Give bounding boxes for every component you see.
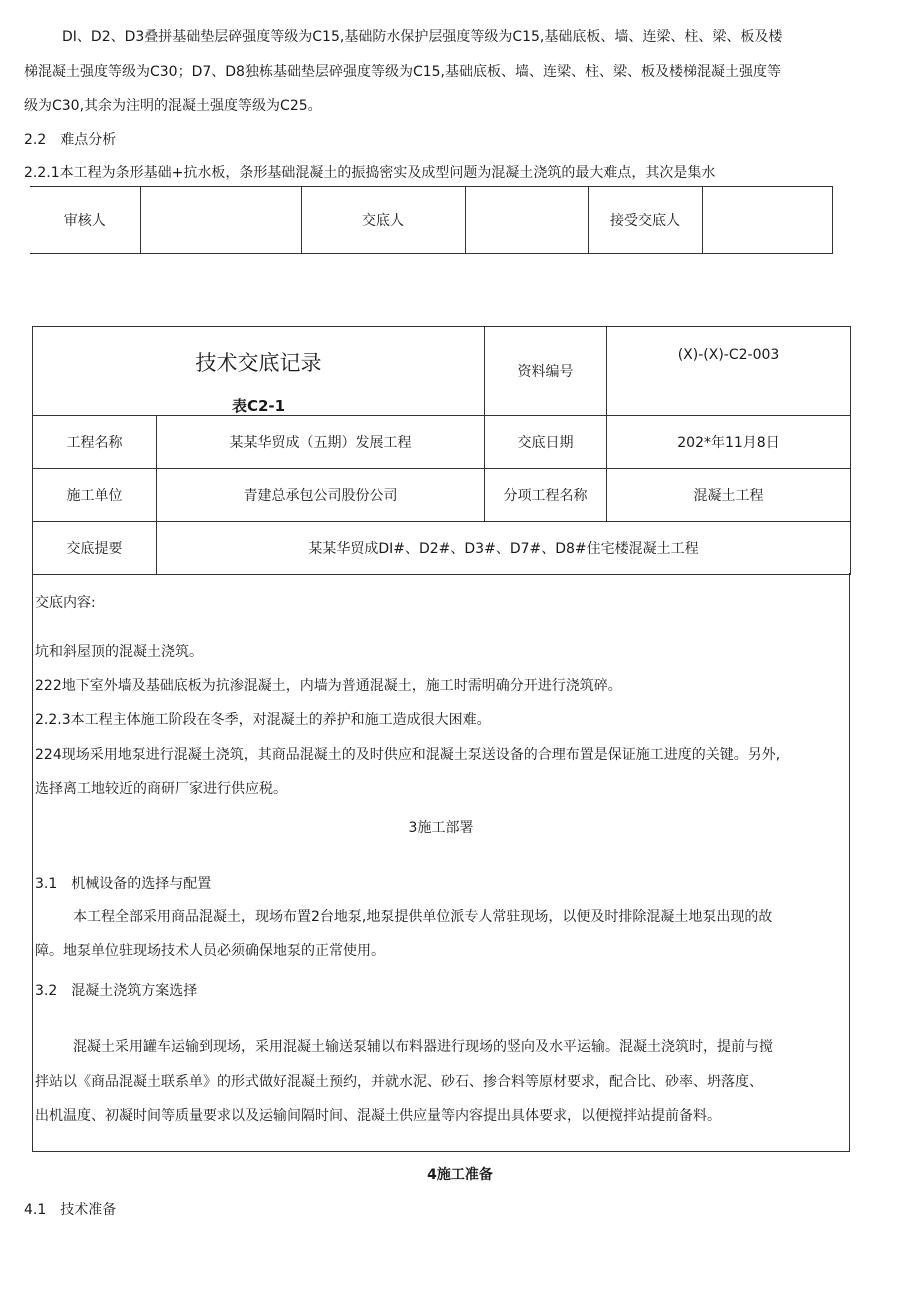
- section-3-2-line3: 出机温度、初凝时间等质量要求以及运输间隔时间、混凝土供应量等内容提出具体要求，以便搅拌站提前备料。: [35, 1108, 721, 1124]
- project-name-value: 某某华贸成（五期）发展工程: [157, 416, 485, 469]
- reviewer-field[interactable]: [140, 187, 301, 254]
- section-3-2-line1: 混凝土采用罐车运输到现场，采用混凝土输送泵辅以布料器进行现场的竖向及水平运输。混凝土浇筑时，提前与搅: [73, 1039, 773, 1055]
- section-2-2-1-text: 2.2.1本工程为条形基础+抗水板，条形基础混凝土的振捣密实及成型问题为混凝土浇筑的最大难点，其次是集水: [24, 165, 716, 181]
- paragraph-line-3: 级为C30,其余为注明的混凝土强度等级为C25。: [24, 98, 322, 114]
- receiver-label: 接受交底人: [588, 187, 702, 254]
- section-3-2-heading: 3.2 混凝土浇筑方案选择: [35, 983, 198, 999]
- discloser-label: 交底人: [301, 187, 465, 254]
- record-table: [32, 326, 851, 575]
- section-4-1-heading: 4.1 技术准备: [24, 1202, 117, 1218]
- section-3-2-line2: 拌站以《商品混凝土联系单》的形式做好混凝土预约，并就水泥、砂石、掺合料等原材要求，配合比、砂率、坍落度、: [35, 1074, 763, 1090]
- date-label: 交底日期: [485, 416, 607, 469]
- paragraph-line-2: 梯混凝土强度等级为C30；D7、D8独栋基础垫层碎强度等级为C15,基础底板、墙、连梁、柱、梁、板及楼梯混凝土强度等: [24, 64, 782, 80]
- doc-no-value: (X)-(X)-C2-003: [607, 327, 851, 416]
- content-label: 交底内容:: [35, 595, 96, 611]
- record-title: 技术交底记录: [195, 351, 322, 375]
- content-p1: 坑和斜屋顶的混凝土浇筑。: [35, 644, 203, 660]
- section-3-1-heading: 3.1 机械设备的选择与配置: [35, 876, 212, 892]
- content-p4-line2: 选择离工地较近的商研厂家进行供应税。: [35, 781, 287, 797]
- section-2-2-heading: 2.2 难点分析: [24, 132, 117, 148]
- project-name-label: 工程名称: [33, 416, 157, 469]
- contractor-label: 施工单位: [33, 469, 157, 522]
- content-p3: 2.2.3本工程主体施工阶段在冬季，对混凝土的养护和施工造成很大困难。: [35, 712, 491, 728]
- section-3-1-line1: 本工程全部采用商品混凝土，现场布置2台地泵,地泵提供单位派专人常驻现场，以便及时排除混凝土地泵出现的故: [73, 909, 773, 925]
- reviewer-label: 审核人: [30, 187, 140, 254]
- receiver-field[interactable]: [702, 187, 832, 254]
- paragraph-line-1: DI、D2、D3叠拼基础垫层碎强度等级为C15,基础防水保护层强度等级为C15,基础底板、墙、连梁、柱、梁、板及楼: [62, 29, 783, 45]
- sub-project-value: 混凝土工程: [607, 469, 851, 522]
- contractor-value: 青建总承包公司股份公司: [157, 469, 485, 522]
- section-4-heading: 4施工准备: [427, 1167, 493, 1183]
- content-p4-line1: 224现场采用地泵进行混凝土浇筑，其商品混凝土的及时供应和混凝土泵送设备的合理布置是保证施工进度的关键。另外,: [35, 747, 781, 763]
- section-3-1-line2: 障。地泵单位驻现场技术人员必须确保地泵的正常使用。: [35, 943, 385, 959]
- doc-no-label: 资料编号: [485, 327, 607, 416]
- discloser-field[interactable]: [465, 187, 588, 254]
- date-value: 202*年11月8日: [607, 416, 851, 469]
- summary-label: 交底提要: [33, 522, 157, 575]
- sub-project-label: 分项工程名称: [485, 469, 607, 522]
- summary-value: 某某华贸成DI#、D2#、D3#、D7#、D8#住宅楼混凝土工程: [157, 522, 851, 575]
- content-p2: 222地下室外墙及基础底板为抗渗混凝土，内墙为普通混凝土，施工时需明确分开进行浇筑碎。: [35, 678, 622, 694]
- signature-table: [30, 186, 833, 254]
- form-number: 表C2-1: [231, 397, 286, 415]
- disclosure-content-box: [32, 573, 850, 1152]
- record-title-cell: [33, 327, 485, 416]
- heading-3: 3施工部署: [408, 820, 474, 836]
